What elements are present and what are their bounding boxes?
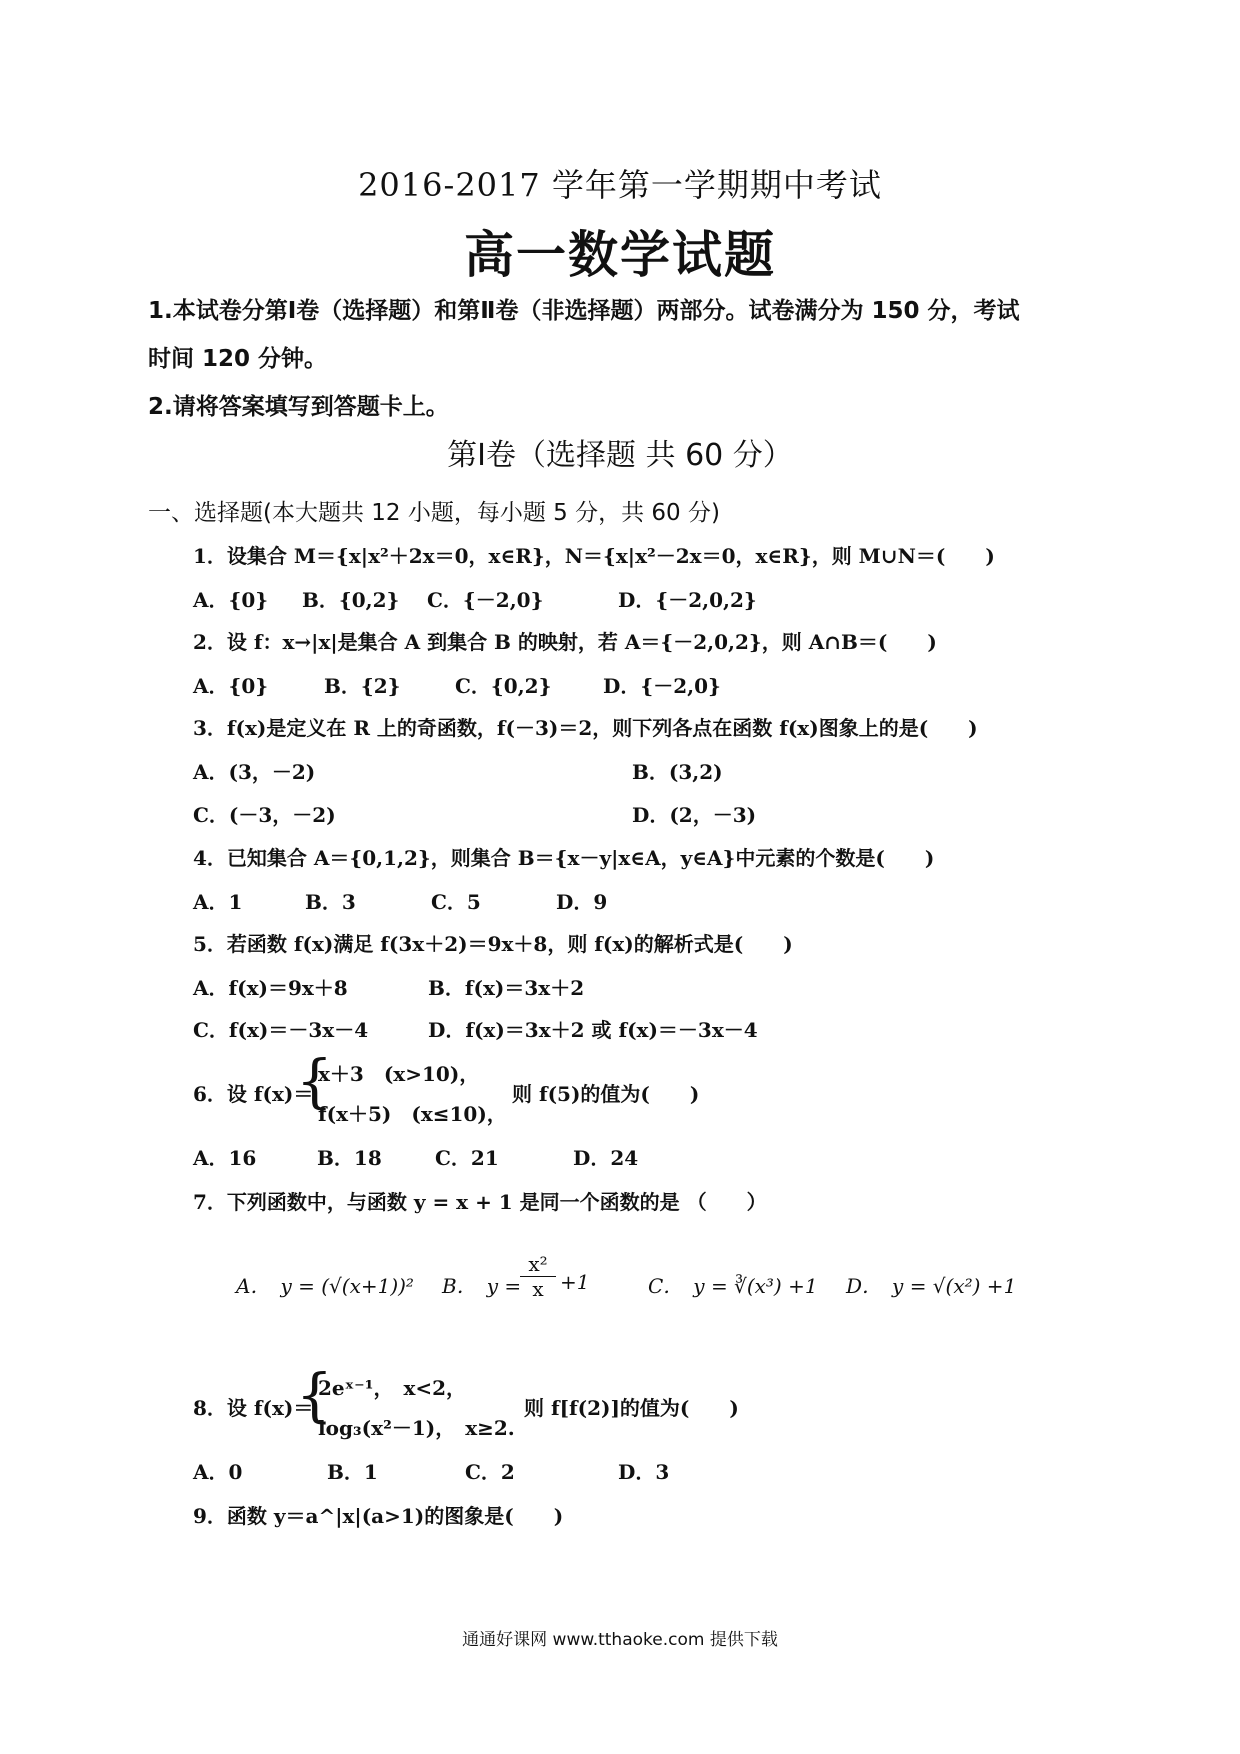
q8-option-d: D．3 [618,1460,670,1484]
question-5-stem: 5．若函数 f(x)满足 f(3x＋2)＝9x＋8，则 f(x)的解析式是( ) [193,932,793,956]
q7-b-numerator: x² [528,1252,548,1276]
q1-option-d: D．{－2,0,2} [618,588,757,612]
question-7-stem: 7．下列函数中，与函数 y = x + 1 是同一个函数的是 （ ） [193,1190,767,1214]
q6-case-1: x＋3 (x>10)， [318,1062,480,1086]
question-1-stem: 1．设集合 M＝{x|x²＋2x＝0，x∈R}，N＝{x|x²－2x＝0，x∈R}，则 M∪N＝( ) [193,544,995,568]
subject-title: 高一数学试题 [464,225,776,284]
section1-title: 一、选择题(本大题共 12 小题，每小题 5 分，共 60 分) [148,500,720,526]
question-4-stem: 4．已知集合 A＝{0,1,2}，则集合 B＝{x－y|x∈A，y∈A}中元素的个数是( ) [193,846,935,870]
q4-option-d: D．9 [556,890,608,914]
q8-option-a: A．0 [193,1460,243,1484]
q8-case-1: 2eˣ⁻¹， x<2， [318,1376,467,1400]
q4-option-c: C．5 [431,890,481,914]
question-8-suffix: 则 f[f(2)]的值为( ) [524,1396,739,1420]
q8-left-brace: { [296,1361,333,1429]
q7-option-a: A． y = (√(x+1))² [236,1274,414,1298]
part1-title: 第Ⅰ卷（选择题 共 60 分） [447,438,793,473]
q6-option-c: C．21 [435,1146,499,1170]
question-6-suffix: 则 f(5)的值为( ) [512,1082,700,1106]
q4-option-a: A．1 [193,890,243,914]
question-6-prefix: 6．设 f(x)＝ [193,1082,314,1106]
q3-option-d: D．(2，－3) [632,803,757,827]
q8-option-c: C．2 [465,1460,515,1484]
q1-option-c: C．{－2,0} [427,588,544,612]
footer-watermark: 通通好课网 www.tthaoke.com 提供下载 [462,1630,778,1650]
q8-case-2: log₃(x²－1)， x≥2. [318,1416,515,1440]
q8-option-b: B．1 [327,1460,378,1484]
q7-option-b-fraction [520,1252,556,1301]
q6-case-2: f(x＋5) (x≤10)， [318,1102,507,1126]
question-9-stem: 9．函数 y＝a^|x|(a>1)的图象是( ) [193,1504,564,1528]
question-3-stem: 3．f(x)是定义在 R 上的奇函数，f(－3)＝2，则下列各点在函数 f(x)图象上的是( ) [193,716,978,740]
q2-option-b: B．{2} [324,674,401,698]
instruction-line-2: 时间 120 分钟。 [148,346,328,372]
q5-option-d: D．f(x)＝3x＋2 或 f(x)＝－3x－4 [428,1018,758,1042]
q3-option-c: C．(－3，－2) [193,803,336,827]
q5-option-c: C．f(x)＝－3x－4 [193,1018,369,1042]
instruction-line-3: 2.请将答案填写到答题卡上。 [148,394,449,420]
q4-option-b: B．3 [305,890,356,914]
instruction-line-1: 1.本试卷分第Ⅰ卷（选择题）和第Ⅱ卷（非选择题）两部分。试卷满分为 150 分，考试 [148,298,1020,324]
question-2-stem: 2．设 f：x→|x|是集合 A 到集合 B 的映射，若 A＝{－2,0,2}，则 A∩B＝( ) [193,630,937,654]
q6-option-d: D．24 [573,1146,639,1170]
q3-option-b: B．(3,2) [632,760,723,784]
q1-option-a: A．{0} [193,588,269,612]
q6-option-b: B．18 [317,1146,382,1170]
q7-option-d: D． y = √(x²) +1 [846,1274,1017,1298]
q3-option-a: A．(3，－2) [193,760,316,784]
question-8-prefix: 8．设 f(x)＝ [193,1396,314,1420]
q5-option-a: A．f(x)＝9x＋8 [193,976,348,1000]
q2-option-d: D．{－2,0} [603,674,721,698]
q2-option-a: A．{0} [193,674,269,698]
q2-option-c: C．{0,2} [455,674,552,698]
q7-b-denominator: x [532,1277,544,1301]
q6-left-brace: { [296,1047,333,1115]
q5-option-b: B．f(x)＝3x＋2 [428,976,585,1000]
q7-option-c: C． y = ∛(x³) +1 [648,1274,818,1298]
q6-option-a: A．16 [193,1146,257,1170]
q1-option-b: B．{0,2} [302,588,400,612]
q7-option-b-tail: +1 [560,1270,590,1294]
q7-option-b-label: B． y = [442,1274,522,1298]
exam-title: 2016-2017 学年第一学期期中考试 [358,166,882,204]
